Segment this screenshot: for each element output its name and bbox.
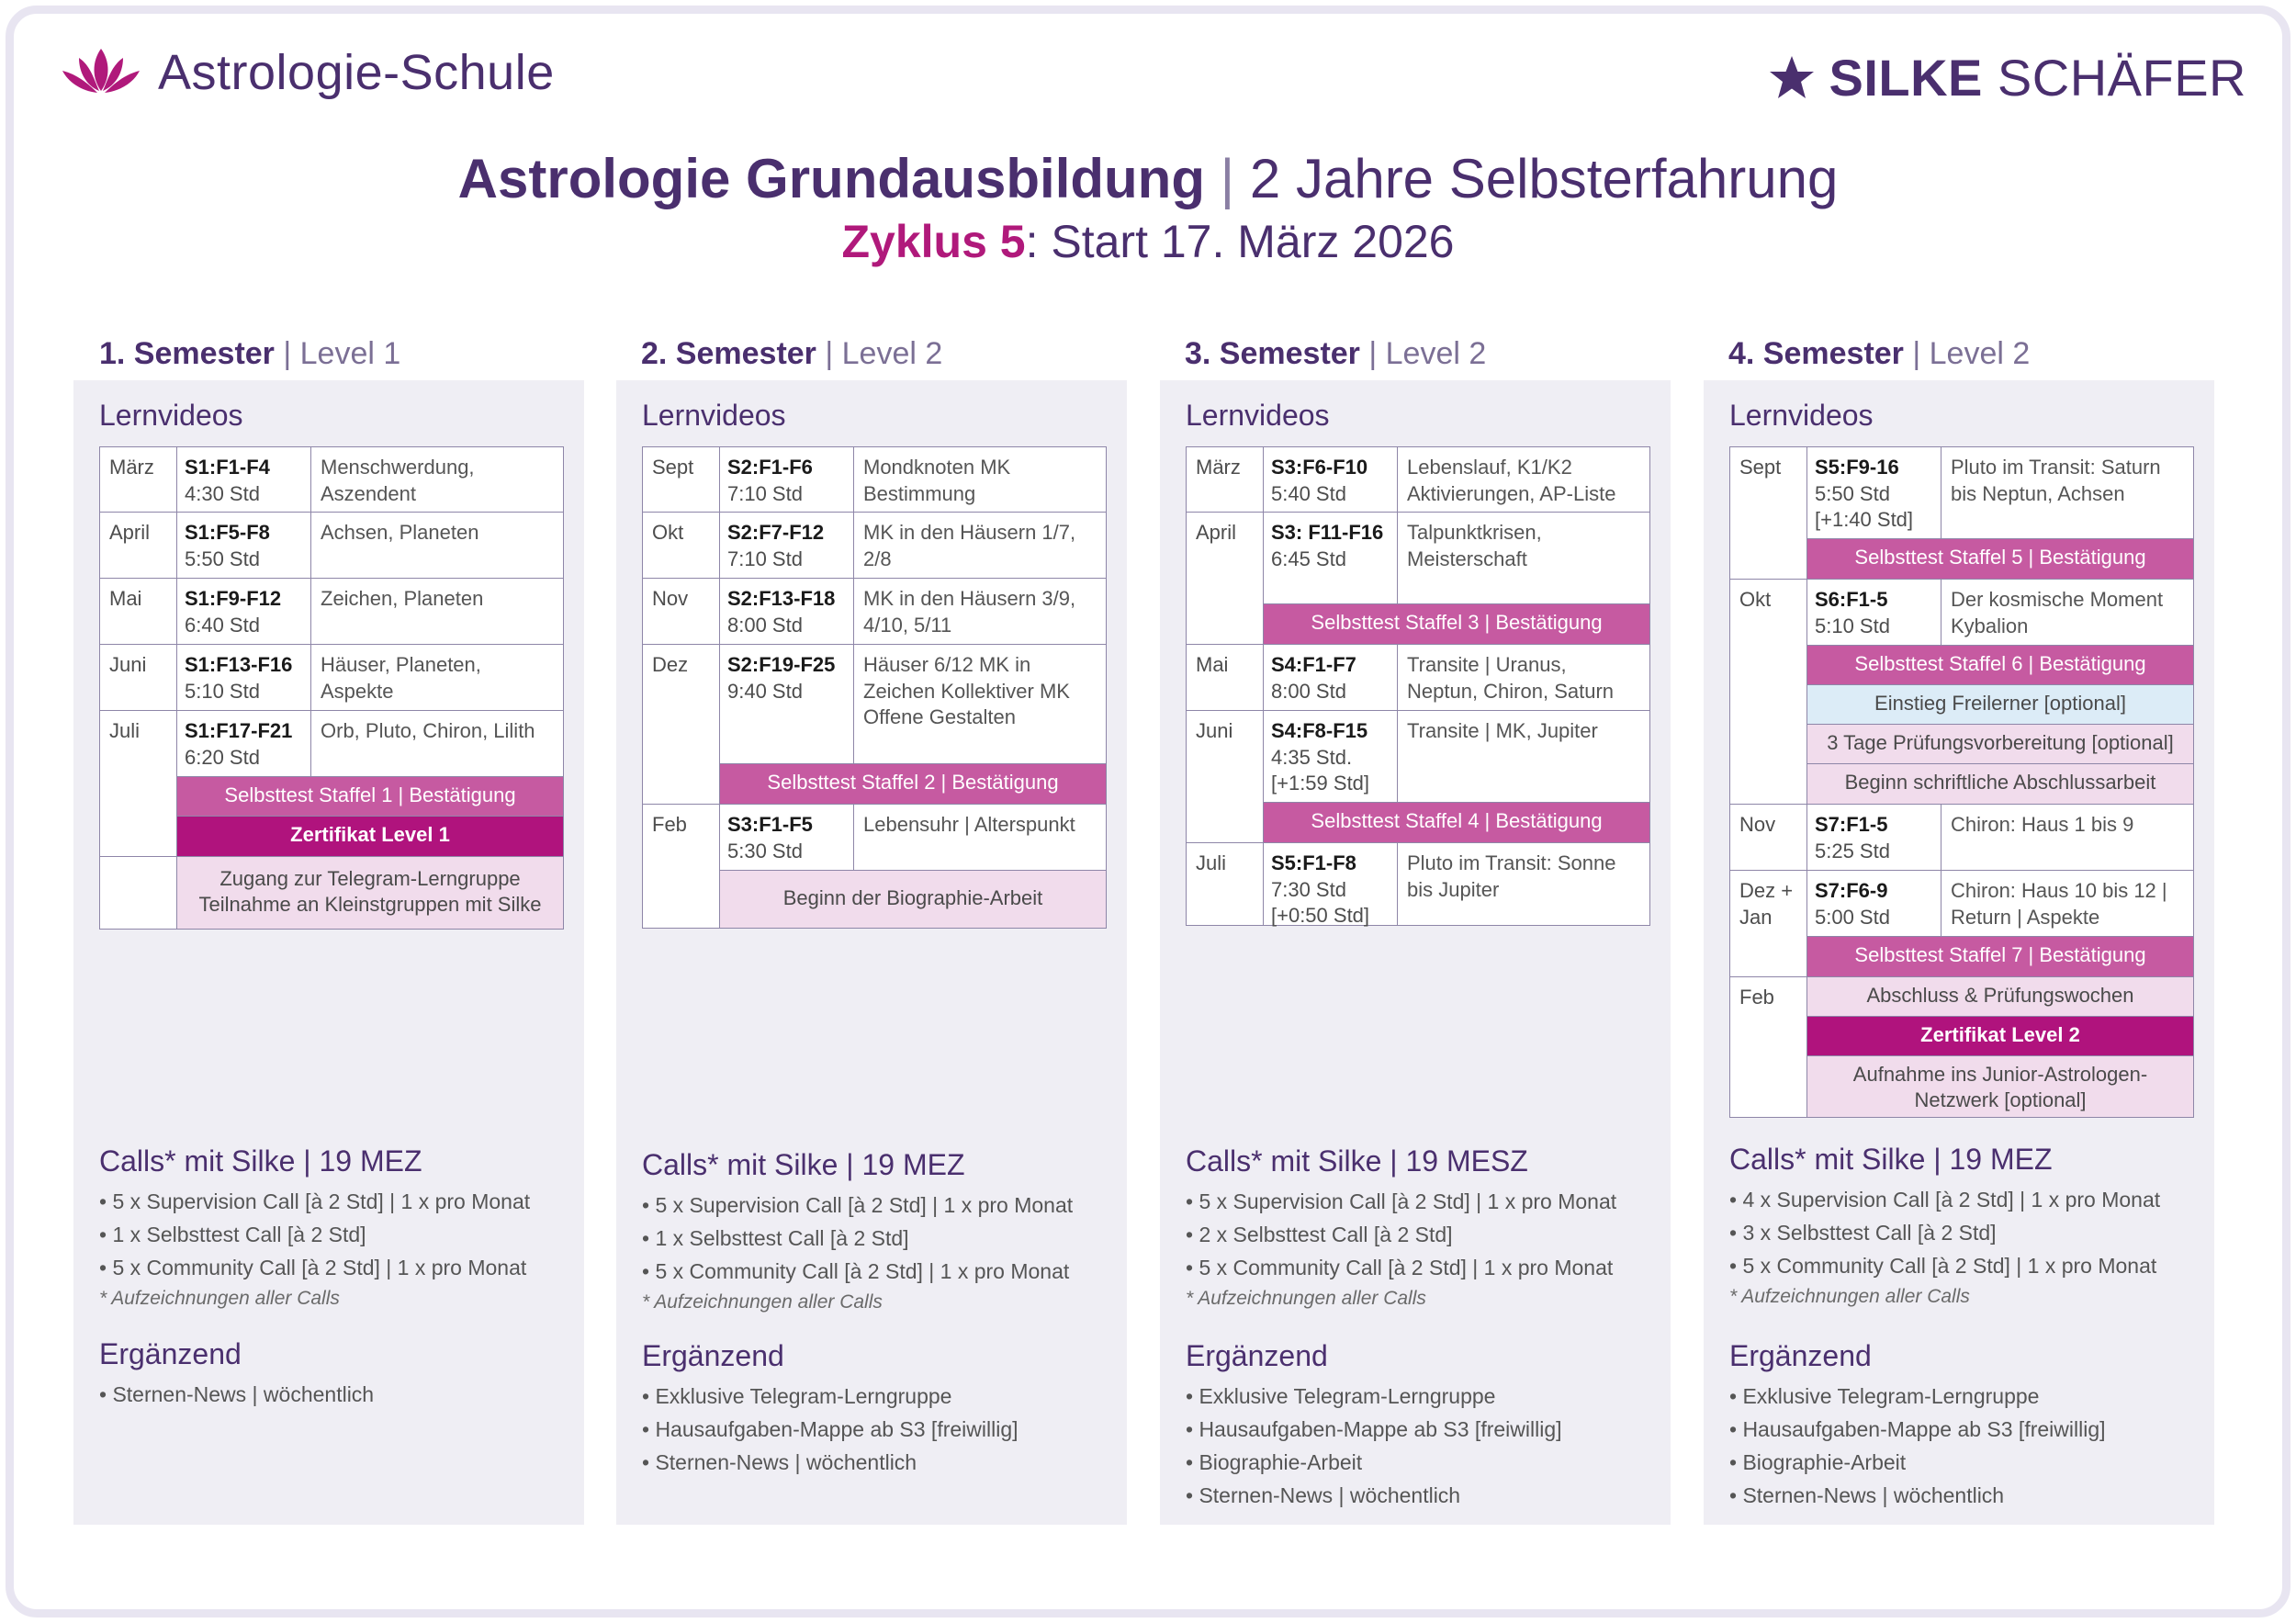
lernvideos-label: Lernvideos — [642, 399, 786, 432]
table-row-merged — [1729, 977, 2194, 1118]
ergaenzend-heading: Ergänzend — [1186, 1339, 1328, 1372]
table-row — [642, 513, 1107, 579]
ergaenzend-list — [99, 1378, 577, 1411]
topic-cell: Orb, Pluto, Chiron, Lilith — [321, 719, 535, 742]
selbsttest-band: Selbsttest Staffel 7 | Bestätigung — [1807, 937, 2193, 976]
page-title — [0, 147, 2296, 210]
topic-cell: Mondknoten MK Bestimmung — [863, 456, 1011, 505]
month-cell: Okt — [643, 513, 720, 578]
semester-3-table — [1186, 446, 1650, 926]
topic-cell: Transite | Uranus, Neptun, Chiron, Saturn — [1407, 653, 1615, 703]
selbsttest-band: Selbsttest Staffel 3 | Bestätigung — [1264, 604, 1649, 644]
code-cell: S4:F8-F15 4:35 Std. [+1:59 Std] — [1264, 711, 1398, 802]
month-cell: Dez — [643, 645, 720, 804]
lernvideos-label: Lernvideos — [1186, 399, 1330, 432]
topic-cell: Chiron: Haus 10 bis 12 | Return | Aspekte — [1951, 879, 2167, 929]
code-cell: S1:F17-F21 6:20 Std — [177, 711, 311, 776]
list-item: • Sternen-News | wöchentlich — [642, 1450, 917, 1474]
code-cell: S2:F7-F12 7:10 Std — [720, 513, 854, 578]
table-row-merged — [1186, 513, 1650, 645]
lernvideos-label: Lernvideos — [99, 399, 243, 432]
semester-2-table — [642, 446, 1107, 929]
abschlussarbeit-band: Beginn schriftliche Abschlussarbeit — [1807, 764, 2193, 804]
calls-note: * Aufzeichnungen aller Calls — [1186, 1288, 1426, 1309]
calls-list — [1729, 1183, 2207, 1282]
month-cell: Juni — [1187, 711, 1264, 842]
month-cell: April — [1187, 513, 1264, 644]
list-item: • 5 x Community Call [à 2 Std] | 1 x pro Monat — [642, 1259, 1070, 1283]
code-cell: S1:F13-F16 5:10 Std — [177, 645, 311, 710]
list-item: • Hausaufgaben-Mappe ab S3 [freiwillig] — [1186, 1417, 1562, 1441]
code-cell: S4:F1-F7 8:00 Std — [1264, 645, 1398, 710]
table-row — [1186, 645, 1650, 711]
month-cell: Juli — [100, 711, 177, 856]
abschluss-band: Abschluss & Prüfungswochen — [1807, 977, 2193, 1017]
semester-3-heading: 3. Semester | Level 2 — [1185, 336, 1487, 371]
code-cell: S7:F6-9 5:00 Std — [1807, 871, 1941, 936]
semester-1-heading: 1. Semester | Level 1 — [99, 336, 401, 371]
list-item: • Sternen-News | wöchentlich — [1729, 1483, 2005, 1507]
selbsttest-band: Selbsttest Staffel 2 | Bestätigung — [720, 764, 1106, 804]
topic-cell: Häuser, Planeten, Aspekte — [321, 653, 481, 703]
star-icon — [1768, 54, 1816, 102]
month-cell-empty — [100, 857, 177, 929]
cycle-label: Zyklus 5 — [841, 216, 1026, 267]
month-cell: Juni — [100, 645, 177, 710]
table-row — [99, 579, 564, 645]
title-separator: | — [1220, 148, 1235, 209]
title-rest: 2 Jahre Selbsterfahrung — [1249, 148, 1839, 209]
code-cell: S3:F1-F5 5:30 Std — [720, 805, 854, 870]
lernvideos-label: Lernvideos — [1729, 399, 1874, 432]
topic-cell: Zeichen, Planeten — [321, 587, 484, 610]
list-item: • 5 x Supervision Call [à 2 Std] | 1 x pro Monat — [99, 1189, 531, 1213]
month-cell: Sept — [643, 447, 720, 512]
table-row-merged — [1729, 446, 2194, 580]
page-subtitle — [0, 215, 2296, 268]
semester-4-table — [1729, 446, 2194, 1118]
calls-heading: Calls* mit Silke | 19 MEZ — [1729, 1143, 2053, 1176]
list-item: • Exklusive Telegram-Lerngruppe — [642, 1384, 952, 1408]
semester-2-panel — [616, 380, 1127, 1525]
list-item: • 1 x Selbsttest Call [à 2 Std] — [99, 1223, 366, 1246]
code-cell: S2:F13-F18 8:00 Std — [720, 579, 854, 644]
ergaenzend-heading: Ergänzend — [1729, 1339, 1872, 1372]
topic-cell: Pluto im Transit: Saturn bis Neptun, Achsen — [1951, 456, 2161, 505]
table-row — [1729, 805, 2194, 871]
list-item: • 1 x Selbsttest Call [à 2 Std] — [642, 1226, 909, 1250]
code-cell: S5:F1-F8 7:30 Std [+0:50 Std] — [1264, 843, 1398, 925]
code-cell: S1:F5-F8 5:50 Std — [177, 513, 311, 578]
selbsttest-band: Selbsttest Staffel 4 | Bestätigung — [1264, 803, 1649, 842]
month-cell: Feb — [643, 805, 720, 928]
topic-cell: Lebensuhr | Alterspunkt — [863, 813, 1075, 836]
table-row-merged — [1186, 711, 1650, 843]
calls-heading: Calls* mit Silke | 19 MESZ — [1186, 1144, 1528, 1178]
list-item: • 4 x Supervision Call [à 2 Std] | 1 x pro Monat — [1729, 1188, 2161, 1212]
table-row-merged — [642, 645, 1107, 805]
calls-list — [99, 1185, 577, 1284]
topic-cell: Menschwerdung, Aszendent — [321, 456, 475, 505]
list-item: • Exklusive Telegram-Lerngruppe — [1729, 1384, 2040, 1408]
list-item: • 5 x Community Call [à 2 Std] | 1 x pro Monat — [1186, 1256, 1614, 1279]
ergaenzend-heading: Ergänzend — [99, 1337, 242, 1370]
table-row — [1186, 843, 1650, 926]
month-cell: Nov — [643, 579, 720, 644]
month-cell: Sept — [1730, 447, 1807, 579]
freilerner-band: Einstieg Freilerner [optional] — [1807, 685, 2193, 725]
selbsttest-band: Selbsttest Staffel 1 | Bestätigung — [177, 777, 563, 817]
table-row — [99, 446, 564, 513]
list-item: • Sternen-News | wöchentlich — [1186, 1483, 1461, 1507]
month-cell: Okt — [1730, 580, 1807, 804]
month-cell: Mai — [100, 579, 177, 644]
table-row-merged — [1729, 580, 2194, 805]
list-item: • 2 x Selbsttest Call [à 2 Std] — [1186, 1223, 1453, 1246]
table-row-merged — [99, 711, 564, 857]
brand-name-left: Astrologie-Schule — [158, 45, 555, 100]
list-item: • Hausaufgaben-Mappe ab S3 [freiwillig] — [1729, 1417, 2106, 1441]
topic-cell: MK in den Häusern 1/7, 2/8 — [863, 521, 1076, 570]
certificate-band: Zertifikat Level 2 — [1807, 1017, 2193, 1056]
list-item: • Biographie-Arbeit — [1186, 1450, 1363, 1474]
month-cell: Juli — [1187, 843, 1264, 925]
topic-cell: Talpunktkrisen, Meisterschaft — [1407, 521, 1542, 570]
month-cell: April — [100, 513, 177, 578]
netzwerk-band: Aufnahme ins Junior-Astrologen-Netzwerk [optional] — [1807, 1056, 2193, 1117]
brand-right[interactable] — [1768, 48, 2246, 107]
code-cell: S1:F9-F12 6:40 Std — [177, 579, 311, 644]
calls-list — [1186, 1185, 1663, 1284]
calls-note: * Aufzeichnungen aller Calls — [99, 1288, 340, 1309]
list-item: • 5 x Community Call [à 2 Std] | 1 x pro Monat — [99, 1256, 527, 1279]
topic-cell: MK in den Häusern 3/9, 4/10, 5/11 — [863, 587, 1076, 637]
semester-4-panel — [1704, 380, 2214, 1525]
month-cell: Feb — [1730, 977, 1807, 1117]
pruefung-band: 3 Tage Prüfungsvorbereitung [optional] — [1807, 725, 2193, 764]
month-cell: März — [1187, 447, 1264, 512]
topic-cell: Der kosmische Moment Kybalion — [1951, 588, 2164, 637]
calls-list — [642, 1189, 1120, 1288]
semester-3-panel — [1160, 380, 1671, 1525]
table-row-merged — [642, 805, 1107, 929]
code-cell: S2:F1-F6 7:10 Std — [720, 447, 854, 512]
ergaenzend-list — [1729, 1380, 2207, 1512]
brand-name-light: SCHÄFER — [1997, 49, 2246, 107]
title-main: Astrologie Grundausbildung — [457, 148, 1205, 209]
table-row-merged — [1729, 871, 2194, 977]
month-cell: März — [100, 447, 177, 512]
table-row — [1186, 446, 1650, 513]
lotus-icon — [61, 45, 141, 100]
table-row — [642, 579, 1107, 645]
code-cell: S6:F1-5 5:10 Std — [1807, 580, 1941, 645]
code-cell: S1:F1-F4 4:30 Std — [177, 447, 311, 512]
code-cell: S3:F6-F10 5:40 Std — [1264, 447, 1398, 512]
topic-cell: Lebenslauf, K1/K2 Aktivierungen, AP-Liste — [1407, 456, 1616, 505]
selbsttest-band: Selbsttest Staffel 6 | Bestätigung — [1807, 646, 2193, 685]
list-item: • Sternen-News | wöchentlich — [99, 1382, 375, 1406]
month-cell: Nov — [1730, 805, 1807, 870]
access-band: Zugang zur Telegram-Lerngruppe Teilnahme an Kleinstgruppen mit Silke — [177, 857, 563, 929]
calls-note: * Aufzeichnungen aller Calls — [642, 1291, 883, 1313]
semester-1-table — [99, 446, 564, 930]
list-item: • 5 x Community Call [à 2 Std] | 1 x pro Monat — [1729, 1254, 2157, 1278]
calls-heading: Calls* mit Silke | 19 MEZ — [99, 1144, 422, 1178]
month-cell: Mai — [1187, 645, 1264, 710]
code-cell: S5:F9-16 5:50 Std [+1:40 Std] — [1807, 447, 1941, 538]
table-row — [99, 513, 564, 579]
topic-cell: Chiron: Haus 1 bis 9 — [1951, 813, 2134, 836]
list-item: • Hausaufgaben-Mappe ab S3 [freiwillig] — [642, 1417, 1019, 1441]
semester-4-heading: 4. Semester | Level 2 — [1728, 336, 2031, 371]
brand-name-bold: SILKE — [1829, 49, 1983, 107]
calls-heading: Calls* mit Silke | 19 MEZ — [642, 1148, 965, 1181]
topic-cell: Häuser 6/12 MK in Zeichen Kollektiver MK Offene Gestalten — [863, 653, 1070, 729]
topic-cell: Transite | MK, Jupiter — [1407, 719, 1598, 742]
semester-1-panel — [73, 380, 584, 1525]
ergaenzend-list — [1186, 1380, 1663, 1512]
list-item: • 3 x Selbsttest Call [à 2 Std] — [1729, 1221, 1997, 1245]
month-cell: Dez + Jan — [1730, 871, 1807, 976]
brand-left[interactable] — [61, 44, 555, 101]
start-date: : Start 17. März 2026 — [1025, 216, 1455, 267]
table-row — [642, 446, 1107, 513]
list-item: • 5 x Supervision Call [à 2 Std] | 1 x pro Monat — [642, 1193, 1074, 1217]
table-row — [99, 645, 564, 711]
table-row-merged — [99, 857, 564, 930]
certificate-band: Zertifikat Level 1 — [177, 817, 563, 856]
semester-2-heading: 2. Semester | Level 2 — [641, 336, 943, 371]
code-cell: S3: F11-F16 6:45 Std — [1264, 513, 1398, 603]
biographie-band: Beginn der Biographie-Arbeit — [720, 871, 1106, 928]
topic-cell: Achsen, Planeten — [321, 521, 479, 544]
list-item: • 5 x Supervision Call [à 2 Std] | 1 x pro Monat — [1186, 1189, 1617, 1213]
topic-cell: Pluto im Transit: Sonne bis Jupiter — [1407, 851, 1616, 901]
calls-note: * Aufzeichnungen aller Calls — [1729, 1286, 1970, 1307]
selbsttest-band: Selbsttest Staffel 5 | Bestätigung — [1807, 539, 2193, 579]
ergaenzend-heading: Ergänzend — [642, 1339, 784, 1372]
list-item: • Exklusive Telegram-Lerngruppe — [1186, 1384, 1496, 1408]
ergaenzend-list — [642, 1380, 1120, 1479]
code-cell: S2:F19-F25 9:40 Std — [720, 645, 854, 763]
list-item: • Biographie-Arbeit — [1729, 1450, 1907, 1474]
code-cell: S7:F1-5 5:25 Std — [1807, 805, 1941, 870]
